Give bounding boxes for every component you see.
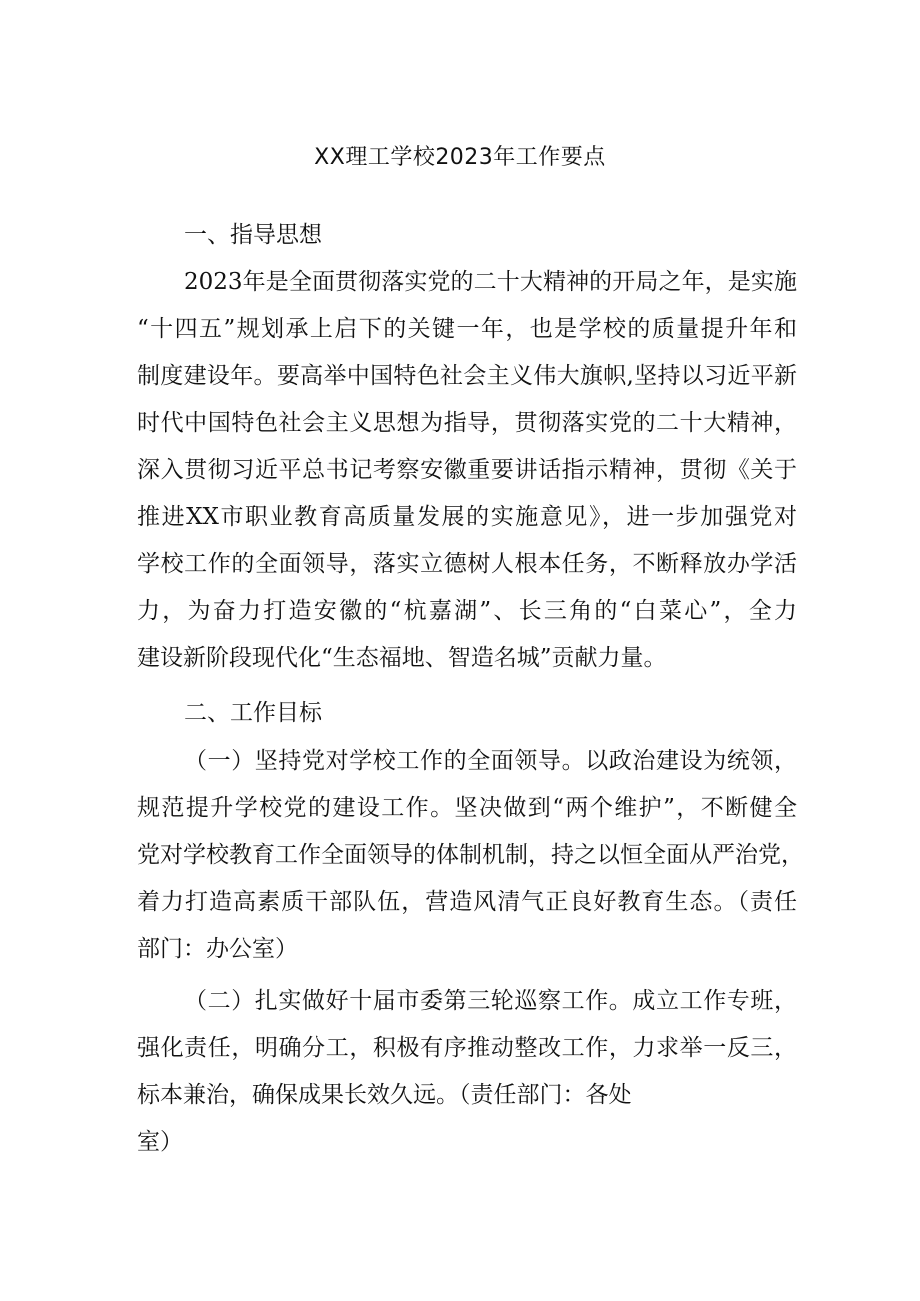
paragraph-line: 2023年是全面贯彻落实党的二十大精神的开局之年，是实施	[184, 269, 797, 295]
paragraph-line: 建设新阶段现代化“生态福地、智造名城”贡献力量。	[137, 645, 667, 671]
paragraph-goal-2	[137, 978, 797, 1166]
paragraph-line: （二）扎实做好十届市委第三轮巡察工作。成立工作专班，	[184, 988, 797, 1014]
section-heading: 一、指导思想	[184, 222, 322, 248]
paragraph-line: 时代中国特色社会主义思想为指导，贯彻落实党的二十大精神，	[137, 410, 797, 436]
paragraph-line: （一）坚持党对学校工作的全面领导。以政治建设为统领，	[184, 748, 797, 774]
paragraph-line: 制度建设年。要高举中国特色社会主义伟大旗帜,坚持以习近平新	[137, 363, 797, 389]
paragraph-line: 强化责任，明确分工，积极有序推动整改工作，力求举一反三，	[137, 1035, 797, 1061]
paragraph-line: 着力打造高素质干部队伍，营造风清气正良好教育生态。（责任	[137, 889, 797, 915]
paragraph-line: 学校工作的全面领导，落实立德树人根本任务，不断释放办学活	[137, 551, 797, 577]
paragraph-line: 规范提升学校党的建设工作。坚决做到“两个维护”，不断健全	[137, 795, 797, 821]
paragraph-line: 标本兼治，确保成果长效久远。（责任部门：各处	[137, 1082, 632, 1108]
section-heading: 二、工作目标	[184, 700, 322, 726]
paragraph-goal-1	[137, 738, 804, 973]
paragraph-line: 推进XX市职业教育高质量发展的实施意见》，进一步加强党对	[137, 504, 797, 530]
paragraph-line: 室）	[137, 1129, 183, 1155]
paragraph-line: 部门：办公室）	[137, 936, 298, 962]
document-title: XX理工学校2023年工作要点	[314, 145, 606, 170]
paragraph-line: 深入贯彻习近平总书记考察安徽重要讲话指示精神，贯彻《关于	[137, 457, 797, 483]
section-heading-work-goals	[137, 690, 797, 737]
paragraph-guiding-thought	[137, 259, 797, 682]
paragraph-line: 党对学校教育工作全面领导的体制机制，持之以恒全面从严治党，	[137, 842, 804, 868]
paragraph-line: “十四五”规划承上启下的关键一年，也是学校的质量提升年和	[137, 316, 797, 342]
section-heading-guiding-thought	[137, 212, 797, 259]
paragraph-line: 力，为奋力打造安徽的“杭嘉湖”、长三角的“白菜心”，全力	[137, 598, 797, 624]
